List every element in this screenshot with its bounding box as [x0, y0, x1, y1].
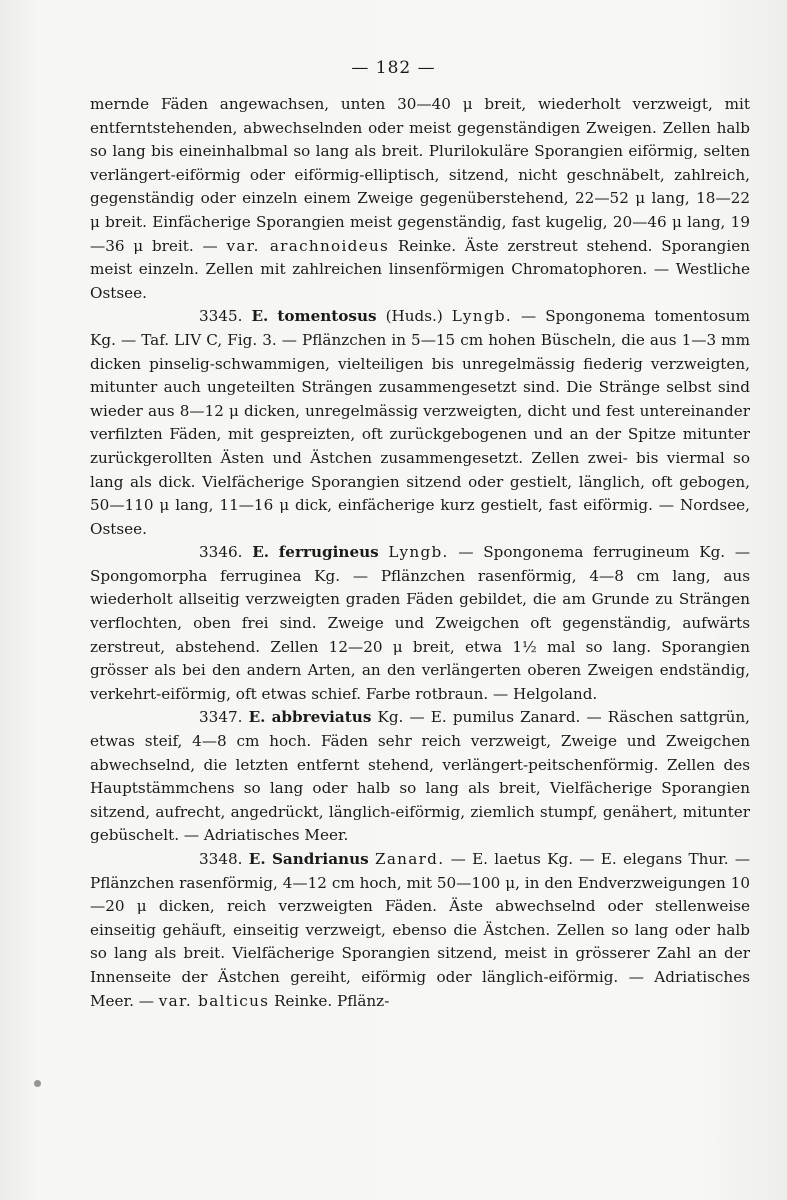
intro-text: mernde Fäden angewachsen, unten 30—40 μ breit, wiederholt verzweigt, mit entferntstehenden, abwechselnden oder meist gegenständigen Zweigen. Zellen halb so lang bis eineinhalbmal so lang als breit. Plurilokuläre Sporangien eiförmig, selten verlängert-eiförmig oder eiförmig-elliptisch, sitzend, nicht geschnäbelt, zahlreich, gegenständig oder einzeln einem Zweige gegenüberstehend, 22—52 μ lang, 18—22 μ breit. Einfächerige Sporangien meist gegenständig, fast kugelig, 20—46 μ lang, 19—36 μ breit. — — [90, 95, 750, 255]
entry-genus: E. — [251, 307, 269, 326]
entry-authority-spaced: Lyngb. — [451, 307, 513, 326]
entry-species: tomentosus — [277, 307, 377, 326]
entry-species: abbreviatus — [271, 708, 372, 727]
ink-spot — [34, 1080, 41, 1087]
entry-variety: var. balticus — [158, 991, 270, 1010]
entry-number: 3346. — [199, 543, 243, 562]
species-entry-3347 — [90, 706, 750, 848]
entry-species: ferrugineus — [278, 543, 379, 562]
entry-number: 3345. — [199, 307, 243, 326]
page-body — [90, 93, 750, 1013]
entry-tail: Reinke. Pflänz- — [269, 991, 390, 1010]
entry-description: — Spongonema tomentosum Kg. — Taf. LIV C, Fig. 3. — Pflänzchen in 5—15 cm hohen Büscheln, die aus 1—3 mm dicken pinselig-schwammigen, vielteiligen bis unregelmässig fiederig verzweigten, mitunter auch ungeteilten Strängen zusammengesetzt sind. Die Stränge selbst sind wieder aus 8—12 μ dicken, unregelmässig verzweigten, dicht und fest untereinander verfilzten Fäden, mit gespreizten, oft zurückgebogenen und an der Spitze mitunter zurückgerollten Ästen und Ästchen zusammengesetzt. Zellen zwei- bis viermal so lang als dick. Vielfächerige Sporangien sitzend oder gestielt, länglich, oft gebogen, 50—110 μ lang, 11—16 μ dick, einfächerige kurz gestielt, fast eiförmig. — Nordsee, Ostsee. — [90, 307, 750, 538]
entry-genus: E. — [252, 543, 270, 562]
entry-number: 3348. — [199, 850, 243, 868]
entry-description: — Spongonema ferrugineum Kg. — Spongomorpha ferruginea Kg. — Pflänzchen rasenförmig, 4—8 cm lang, aus wiederholt allseitig verzweigten graden Fäden gebildet, die am Grunde zu Strängen verflochten, oben frei sind. Zweige und Zweigchen oft gegenständig, aufwärts zerstreut, abstehend. Zellen 12—20 μ breit, etwa 1½ mal so lang. Sporangien grösser als bei den andern Arten, an den verlängerten oberen Zweigen endständig, verkehrt-eiförmig, oft etwas schief. Farbe rotbraun. — Helgoland. — [90, 543, 751, 703]
page-number: — 182 — — [351, 58, 436, 78]
intro-paragraph — [90, 93, 750, 305]
species-entry-3348 — [90, 848, 750, 1013]
entry-authority-spaced: Zanard. — [374, 850, 445, 868]
entry-species: Sandrianus — [271, 850, 369, 868]
entry-genus: E. — [248, 708, 266, 727]
intro-text-end: Reinke. Äste zerstreut stehend. Sporangien meist einzeln. Zellen mit zahlreichen linsenförmigen Chromatophoren. — Westliche Ostsee. — [90, 236, 750, 302]
species-entry-3345 — [90, 305, 750, 541]
entry-authority — [379, 543, 389, 561]
species-entry-3346 — [90, 541, 750, 706]
entry-description: — E. laetus Kg. — E. elegans Thur. — Pflänzchen rasenförmig, 4—12 cm hoch, mit 50—100 μ, in den Endverzweigungen 10—20 μ dicken, reich verzweigten Fäden. Äste abwechselnd oder stellenweise einseitig gehäuft, einseitig verzweigt, ebenso die Ästchen. Zellen so lang oder halb so lang als breit. Vielfächerige Sporangien sitzend, meist in grösserer Zahl an der Innenseite der Ästchen gereiht, eiförmig oder länglich-eiförmig. — Adriatisches Meer. — — [90, 850, 751, 1010]
intro-variety: var. arachnoideus — [226, 236, 390, 255]
entry-authority-spaced: Lyngb. — [388, 543, 449, 562]
entry-description: — E. pumilus Zanard. — Räschen sattgrün, etwas steif, 4—8 cm hoch. Fäden sehr reich verzweigt, Zweige und Zweigchen abwechselnd, die letzten entfernt stehend, verlängert-peitschenförmig. Zellen des Hauptstämmchens so lang oder halb so lang als breit, Vielfächerige Sporangien sitzend, aufrecht, angedrückt, länglich-eiförmig, ziemlich stumpf, genähert, mitunter gebüschelt. — Adriatisches Meer. — [90, 708, 750, 845]
entry-genus: E. — [248, 850, 266, 868]
entry-authority: (Huds.) — [376, 307, 452, 326]
entry-number: 3347. — [199, 708, 243, 727]
entry-authority: Kg. — [371, 708, 404, 727]
